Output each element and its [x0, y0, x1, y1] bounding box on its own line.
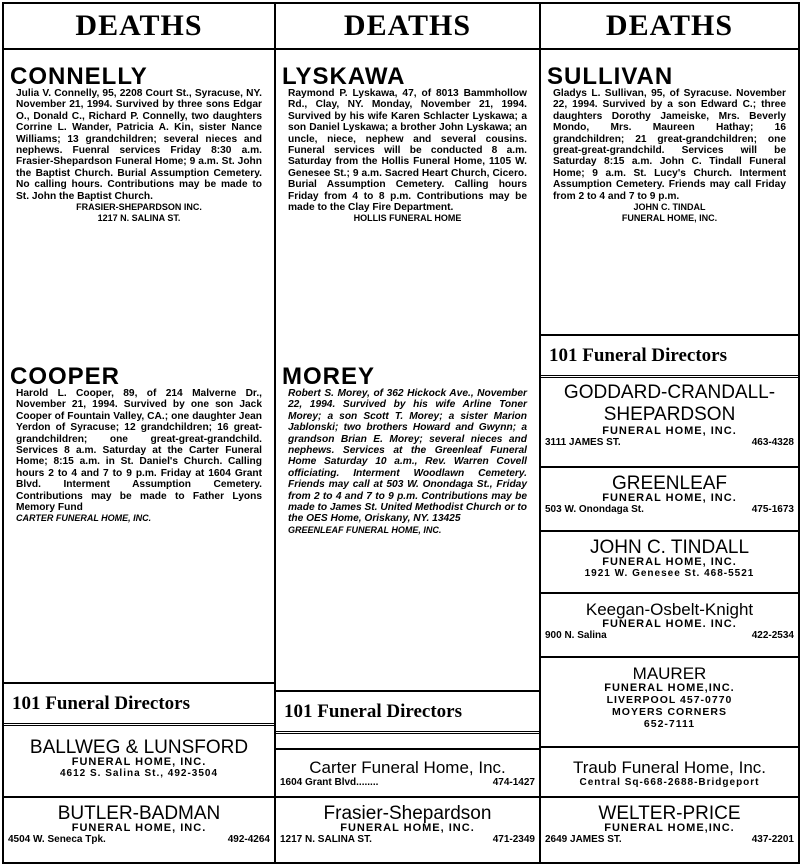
- obituary-text: Raymond P. Lyskawa, 47, of 8013 Bammhollow Rd., Clay, NY. Monday, November 21, 1994. Survived by his wife Karen Schlacter Lyskawa; a son Daniel Lyskawa; a brother John Lyskawa; an uncle, niece, nephew and several cousins. Funeral services will be conducted 8 a.m. Saturday from the Hollis Funeral Home, 1105 W. Genesee St.; 9 a.m. Sacred Heart Church, Cicero. Burial Assumption Cemetery. Calling hours Friday from 4 to 8 p.m. Contributions may be made to the Clay Fire Department.: [288, 88, 527, 214]
- ad-address: 4504 W. Seneca Tpk.: [8, 834, 106, 845]
- obituary-text: Harold L. Cooper, 89, of 214 Malverne Dr., November 21, 1994. Survived by one son Jack Cooper of Fountain Valley, CA.; one daughter Jean Yerdon of Syracuse; 12 grandchildren; 16 great-grandchildren; one great-great-grandchild. Services 8 a.m. Saturday at the Carter Funeral Home; 8:15 a.m. in St. Daniel's Church. Calling hours 2 to 4 and 7 to 9 p.m. Friday at 1604 Grant Blvd. Interment Assumption Cemetery. Contributions may be made to Father Lyons Memory Fund: [16, 388, 262, 514]
- funeral-home-credit: FRASIER-SHEPARDSON INC.: [76, 202, 202, 213]
- ad-name: Keegan-Osbelt-Knight: [585, 600, 754, 619]
- ad-subtitle: FUNERAL HOME, INC.: [71, 822, 207, 834]
- ad-name-line2: SHEPARDSON: [603, 404, 736, 425]
- obituary-lyskawa: [282, 63, 533, 224]
- ad-line-moyers-corners: MOYERS CORNERS: [612, 706, 727, 718]
- ad-address: 2649 JAMES ST.: [545, 834, 622, 845]
- ad-phone: 475-1673: [751, 504, 794, 515]
- funeral-home-credit: CARTER FUNERAL HOME, INC.: [16, 513, 152, 524]
- obituary-name: SULLIVAN: [547, 63, 674, 90]
- ad-name: BALLWEG & LUNSFORD: [29, 737, 249, 758]
- directory-title: [4, 682, 274, 726]
- ad-subtitle: FUNERAL HOME, INC.: [602, 425, 737, 437]
- ad-subtitle: FUNERAL HOME,INC.: [604, 822, 735, 834]
- obituary-name: CONNELLY: [10, 63, 148, 90]
- newspaper-page: [2, 2, 800, 864]
- ad-subtitle: FUNERAL HOME, INC.: [602, 556, 737, 568]
- ad-address: 503 W. Onondaga St.: [545, 504, 644, 515]
- column-3: [539, 4, 798, 862]
- obituary-name: MOREY: [282, 363, 376, 390]
- ad-address-row: [4, 834, 274, 846]
- ad-phone: 437-2201: [751, 834, 794, 845]
- ad-traub: [541, 746, 798, 789]
- column-header: DEATHS: [276, 4, 539, 50]
- obituary-text: Julia V. Connelly, 95, 2208 Court St., Syracuse, NY. November 21, 1994. Survived by three sons Edgar O., Donald C., Richard P. Connelly, two daughters Corrine L. Wander, Patricia A. Kin, sister Nance Williams; 13 grandchildren; several nieces and nephews. Fuenral services Friday 8:30 a.m. Frasier-Shepardson Funeral Home; 9 a.m. St. John the Baptist Church. Burial Assumption Cemetery. No calling hours. Contributions may be made to St. John the Baptist Church.: [16, 88, 262, 202]
- ad-ballweg-lunsford: [4, 738, 274, 780]
- ad-address: 3111 JAMES ST.: [545, 437, 621, 448]
- ad-address: 900 N. Salina: [545, 630, 607, 641]
- ad-subtitle: FUNERAL HOME, INC.: [71, 756, 207, 768]
- ad-subtitle: FUNERAL HOME,INC.: [604, 682, 735, 694]
- ad-address-row: [541, 630, 798, 642]
- column-2: [274, 4, 539, 862]
- funeral-home-credit-line2: FUNERAL HOME, INC.: [621, 213, 718, 224]
- ad-name: Carter Funeral Home, Inc.: [309, 758, 506, 777]
- ad-greenleaf: [541, 466, 798, 516]
- obituary-text: Robert S. Morey, of 362 Hickock Ave., November 22, 1994. Survived by his wife Arline Toner Morey; a son Scott T. Morey; a sister Marion Jablonski; two brothers Howard and Gwynn; a grandson Brian E. Morey; several nieces and nephews. Services at the Greenleaf Funeral Home Saturday 10 a.m., Rev. Warren Covell officiating. Interment Woodlawn Cemetery. Friends may call at 503 W. Onondaga St., Friday from 2 to 4 and 7 to 9 p.m. Contributions may be made to James St. United Methodist Church or to the OES Home, Oriskany, NY. 13425: [288, 388, 527, 525]
- ad-name: Frasier-Shepardson: [323, 803, 492, 824]
- column-header: DEATHS: [541, 4, 798, 50]
- ad-name: Traub Funeral Home, Inc.: [572, 758, 767, 777]
- directory-title: [541, 334, 798, 378]
- ad-address: 4612 S. Salina St., 492-3504: [59, 768, 219, 779]
- ad-phone: 474-1427: [492, 777, 535, 788]
- ad-name: WELTER-PRICE: [598, 803, 741, 824]
- funeral-home-address: 1217 N. SALINA ST.: [97, 213, 181, 224]
- ad-phone: 463-4328: [751, 437, 794, 448]
- funeral-home-credit: HOLLIS FUNERAL HOME: [353, 213, 462, 224]
- ad-address: 1604 Grant Blvd........: [280, 777, 379, 788]
- directory-title: [276, 690, 539, 734]
- ad-name: GREENLEAF: [611, 473, 728, 494]
- ad-line-liverpool: LIVERPOOL 457-0770: [606, 694, 733, 706]
- ad-maurer: [541, 656, 798, 730]
- ad-butler-badman: [4, 796, 274, 846]
- ad-phone: 471-2349: [492, 834, 535, 845]
- obituary-name: COOPER: [10, 363, 121, 390]
- ad-line-phone: 652-7111: [643, 718, 696, 730]
- column-header: DEATHS: [4, 4, 274, 50]
- obituary-sullivan: [547, 63, 792, 224]
- ad-address-row: [541, 504, 798, 516]
- ad-address-row: [276, 834, 539, 846]
- ad-phone: 492-4264: [227, 834, 270, 845]
- obituary-cooper: [10, 363, 268, 524]
- ad-phone: 422-2534: [751, 630, 794, 641]
- ad-welter-price: [541, 796, 798, 846]
- ad-address-row: [276, 777, 539, 789]
- obituary-text: Gladys L. Sullivan, 95, of Syracuse. November 22, 1994. Survived by a son Edward C.; three daughters Dorothy Jameiske, Mrs. Beverly Mondo, Mrs. Maureen Hathay; 16 grandchildren; 21 great-grandchildren; one great-great-grandchild. Services will be Saturday 8:15 a.m. John C. Tindall Funeral Home; 9 a.m. St. Lucy's Church. Interment Assumption Cemetery. Friends may call Friday from 2 to 4 and 7 to 9 p.m.: [553, 88, 786, 202]
- ad-subtitle: FUNERAL HOME. INC.: [602, 618, 737, 630]
- ad-name: MAURER: [632, 664, 707, 683]
- ad-carter: [276, 748, 539, 789]
- ad-keegan-osbelt-knight: [541, 592, 798, 642]
- ad-name: JOHN C. TINDALL: [589, 537, 750, 558]
- ad-address: 1921 W. Genesee St. 468-5521: [584, 568, 755, 579]
- funeral-home-credit: JOHN C. TINDAL: [633, 202, 706, 213]
- funeral-home-credit: GREENLEAF FUNERAL HOME, INC.: [288, 524, 442, 535]
- obituary-connelly: [10, 63, 268, 224]
- directory-title-text: 101 Funeral Directors: [284, 700, 462, 722]
- ad-address: Central Sq-668-2688-Bridgeport: [579, 777, 760, 788]
- ad-subtitle: FUNERAL HOME, INC.: [340, 822, 475, 834]
- ad-frasier-shepardson: [276, 796, 539, 846]
- ad-address-row: [541, 437, 798, 449]
- column-1: [4, 4, 274, 862]
- ad-subtitle: FUNERAL HOME, INC.: [602, 492, 737, 504]
- ad-goddard-crandall-shepardson: [541, 380, 798, 449]
- obituary-name: LYSKAWA: [282, 63, 406, 90]
- ad-address: 1217 N. SALINA ST.: [280, 834, 372, 845]
- ad-name: BUTLER-BADMAN: [57, 803, 221, 824]
- directory-title-text: 101 Funeral Directors: [549, 344, 727, 366]
- ad-address-row: [541, 834, 798, 846]
- ad-name: GODDARD-CRANDALL-: [563, 382, 776, 403]
- ad-john-c-tindall: [541, 530, 798, 580]
- obituary-morey: [282, 363, 533, 536]
- directory-title-text: 101 Funeral Directors: [12, 692, 190, 714]
